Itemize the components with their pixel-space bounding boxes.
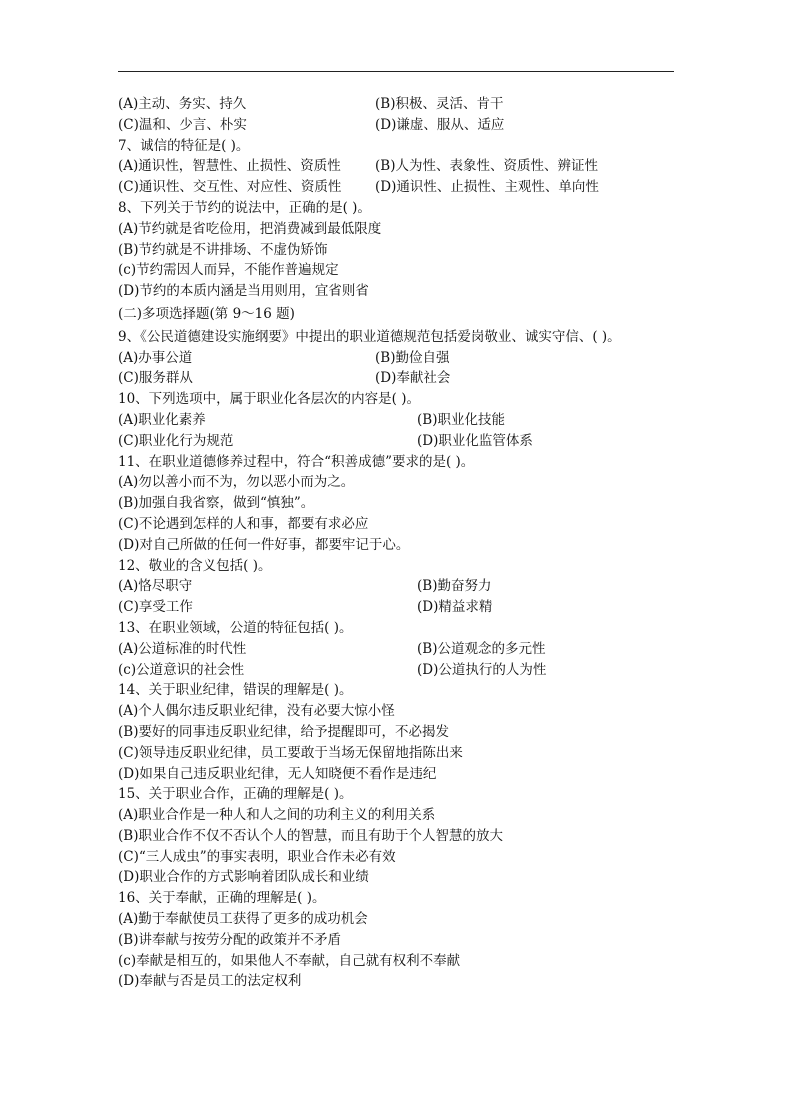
q10-option-c: (C)职业化行为规范 xyxy=(118,432,234,449)
q11-option-b: (B)加强自我省察，做到“慎独”。 xyxy=(118,495,315,512)
q10-option-d: (D)职业化监管体系 xyxy=(417,432,533,449)
q13-option-c: (c)公道意识的社会性 xyxy=(118,661,245,678)
q16-stem: 16、关于奉献，正确的理解是( )。 xyxy=(118,890,326,907)
q9-option-c: (C)服务群从 xyxy=(118,370,193,387)
q9-stem: 9、《公民道德建设实施纲要》中提出的职业道德规范包括爱岗敬业、诚实守信、( )。 xyxy=(118,328,621,345)
q7-options-row-2 xyxy=(118,177,718,198)
q10-stem: 10、下列选项中，属于职业化各层次的内容是( )。 xyxy=(118,391,421,408)
q15-option-a: (A)职业合作是一种人和人之间的功利主义的利用关系 xyxy=(118,807,436,824)
q12-options-row-2 xyxy=(118,597,718,618)
q7-option-d: (D)通识性、止损性、主观性、单向性 xyxy=(375,179,599,196)
q15-option-b: (B)职业合作不仅不否认个人的智慧，而且有助于个人智慧的放大 xyxy=(118,827,503,844)
q6-option-b: (B)积极、灵活、肯干 xyxy=(375,96,504,112)
q14-option-d: (D)如果自己违反职业纪律，无人知晓便不看作是违纪 xyxy=(118,765,437,782)
q10-options-row-1 xyxy=(118,410,718,431)
q9-options-row-2 xyxy=(118,368,718,389)
q13-options-row-1 xyxy=(118,639,718,660)
q10-options-row-2 xyxy=(118,431,718,452)
q7-option-a: (A)通识性，智慧性、止损性、资质性 xyxy=(118,158,341,175)
q9-options-row-1 xyxy=(118,348,718,369)
q10-option-a: (A)职业化素养 xyxy=(118,411,206,428)
q8-option-c: (c)节约需因人而异，不能作普遍规定 xyxy=(118,262,339,279)
q11-option-d: (D)对自己所做的任何一件好事，都要牢记于心。 xyxy=(118,536,410,553)
q12-options-row-1 xyxy=(118,576,718,597)
q8-option-b: (B)节约就是不讲排场、不虚伪矫饰 xyxy=(118,241,328,258)
q8-option-d: (D)节约的本质内涵是当用则用，宜省则省 xyxy=(118,283,369,300)
q13-option-d: (D)公道执行的人为性 xyxy=(417,661,547,678)
header-rule xyxy=(118,71,674,72)
q11-option-a: (A)勿以善小而不为，勿以恶小而为之。 xyxy=(118,474,355,491)
q13-option-b: (B)公道观念的多元性 xyxy=(417,640,546,657)
q7-stem: 7、诚信的特征是( )。 xyxy=(118,137,250,154)
q14-option-c: (C)领导违反职业纪律，员工要敢于当场无保留地指陈出来 xyxy=(118,744,463,761)
q13-stem: 13、在职业领域，公道的特征包括( )。 xyxy=(118,619,353,636)
q6-option-c: (C)温和、少言、朴实 xyxy=(118,116,247,133)
q12-option-c: (C)享受工作 xyxy=(118,599,193,616)
q6-options-row-1 xyxy=(118,94,718,115)
q9-option-d: (D)奉献社会 xyxy=(375,370,451,387)
q6-option-a: (A)主动、务实、持久 xyxy=(118,96,247,112)
q13-options-row-2 xyxy=(118,660,718,681)
question-list xyxy=(118,94,718,992)
q14-option-a: (A)个人偶尔违反职业纪律，没有必要大惊小怪 xyxy=(118,703,395,720)
q11-stem: 11、在职业道德修养过程中，符合“积善成德”要求的是( )。 xyxy=(118,453,475,470)
q14-stem: 14、关于职业纪律，错误的理解是( )。 xyxy=(118,682,353,699)
q12-option-a: (A)恪尽职守 xyxy=(118,578,193,595)
q12-stem: 12、敬业的含义包括( )。 xyxy=(118,557,272,574)
q6-option-d: (D)谦虚、服从、适应 xyxy=(375,116,505,133)
q9-option-b: (B)勤俭自强 xyxy=(375,349,450,366)
q16-option-d: (D)奉献与否是员工的法定权利 xyxy=(118,973,302,990)
q14-option-b: (B)要好的同事违反职业纪律，给予提醒即可，不必揭发 xyxy=(118,723,449,740)
q15-stem: 15、关于职业合作，正确的理解是( )。 xyxy=(118,786,353,803)
q12-option-d: (D)精益求精 xyxy=(417,599,493,616)
q16-option-c: (c)奉献是相互的，如果他人不奉献，自己就有权利不奉献 xyxy=(118,952,461,969)
q7-options-row-1 xyxy=(118,156,718,177)
q13-option-a: (A)公道标准的时代性 xyxy=(118,640,247,657)
q9-option-a: (A)办事公道 xyxy=(118,349,193,366)
q16-option-a: (A)勤于奉献使员工获得了更多的成功机会 xyxy=(118,911,368,928)
q11-option-c: (C)不论遇到怎样的人和事，都要有求必应 xyxy=(118,515,369,532)
q8-option-a: (A)节约就是省吃俭用，把消费减到最低限度 xyxy=(118,220,382,237)
q16-option-b: (B)讲奉献与按劳分配的政策并不矛盾 xyxy=(118,931,341,948)
q15-option-d: (D)职业合作的方式影响着团队成长和业绩 xyxy=(118,869,369,886)
q8-stem: 8、下列关于节约的说法中，正确的是( )。 xyxy=(118,199,371,216)
q6-options-row-2 xyxy=(118,115,718,136)
q12-option-b: (B)勤奋努力 xyxy=(417,578,492,595)
q10-option-b: (B)职业化技能 xyxy=(417,411,505,428)
section-2-heading: (二)多项选择题(第 9～16 题) xyxy=(118,305,295,322)
q15-option-c: (C)“三人成虫”的事实表明，职业合作未必有效 xyxy=(118,848,396,865)
q7-option-b: (B)人为性、表象性、资质性、辨证性 xyxy=(375,158,598,175)
q7-option-c: (C)通识性、交互性、对应性、资质性 xyxy=(118,179,342,196)
